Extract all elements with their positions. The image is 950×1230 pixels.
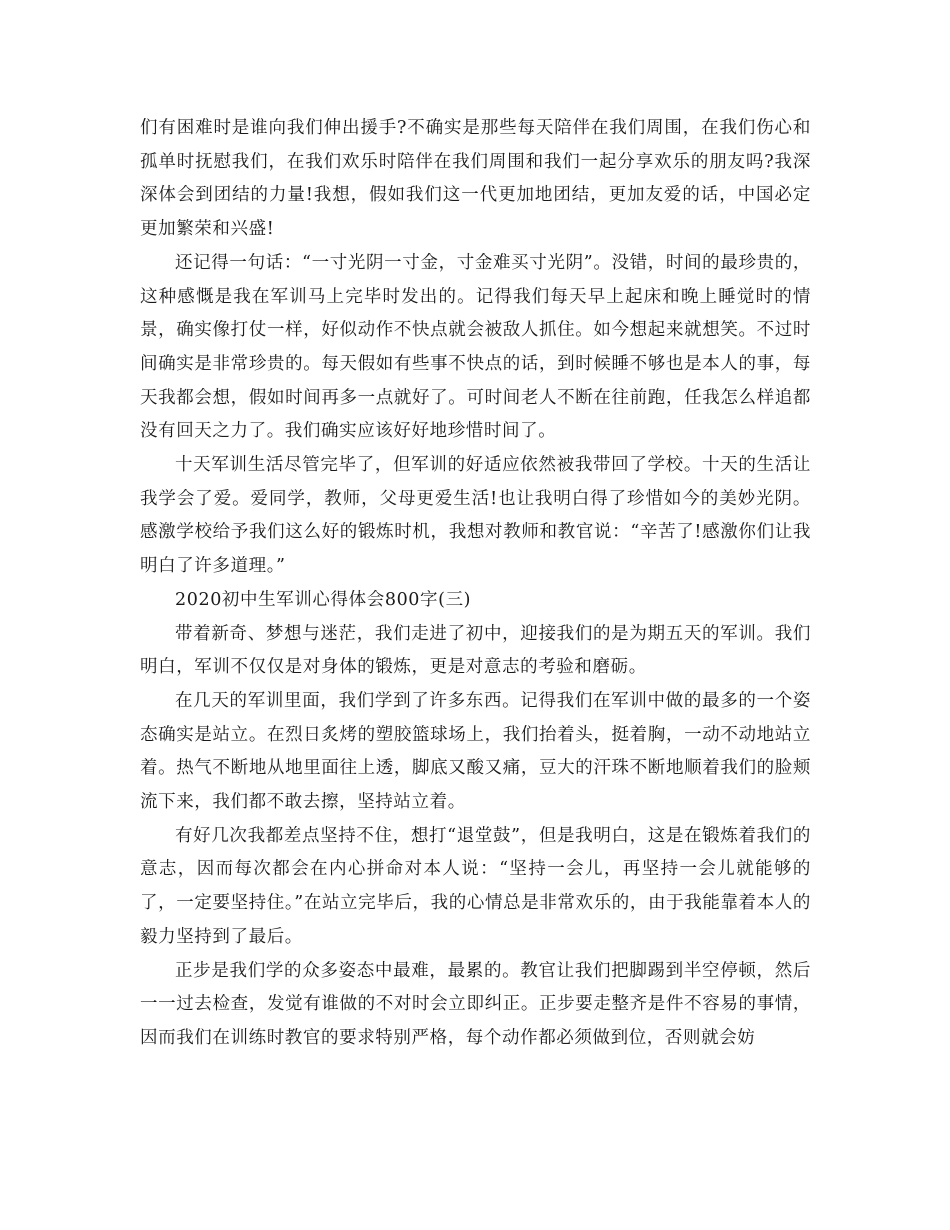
paragraph: 有好几次我都差点坚持不住，想打“退堂鼓”，但是我明白，这是在锻炼着我们的意志，因而每次都会在内心拼命对本人说：“坚持一会儿，再坚持一会儿就能够的了，一定要坚持住。”在站立完毕后，我的心情总是非常欢乐的，由于我能靠着本人的毅力坚持到了最后。 — [140, 825, 811, 947]
paragraph: 正步是我们学的众多姿态中最难，最累的。教官让我们把脚踢到半空停顿，然后一一过去检查，发觉有谁做的不对时会立即纠正。正步要走整齐是件不容易的事情，因而我们在训练时教官的要求特别严格，每个动作都必须做到位，否则就会妨 — [140, 960, 811, 1048]
paragraph: 十天军训生活尽管完毕了，但军训的好适应依然被我带回了学校。十天的生活让我学会了爱。爱同学，教师，父母更爱生活!也让我明白得了珍惜如今的美妙光阴。感激学校给予我们这么好的锻炼时机，我想对教师和教官说：“辛苦了!感激你们让我明白了许多道理。” — [140, 455, 811, 577]
section-heading: 2020初中生军训心得体会800字(三) — [175, 589, 472, 610]
paragraph: 带着新奇、梦想与迷茫，我们走进了初中，迎接我们的是为期五天的军训。我们明白，军训不仅仅是对身体的锻炼，更是对意志的考验和磨砺。 — [140, 623, 811, 678]
paragraph: 还记得一句话：“一寸光阴一寸金，寸金难买寸光阴”。没错，时间的最珍贵的，这种感慨是我在军训马上完毕时发出的。记得我们每天早上起床和晚上睡觉时的情景，确实像打仗一样，好似动作不快点就会被敌人抓住。如今想起来就想笑。不过时间确实是非常珍贵的。每天假如有些事不快点的话，到时候睡不够也是本人的事，每天我都会想，假如时间再多一点就好了。可时间老人不断在往前跑，任我怎么样追都没有回天之力了。我们确实应该好好地珍惜时间了。 — [140, 252, 811, 442]
paragraph: 在几天的军训里面，我们学到了许多东西。记得我们在军训中做的最多的一个姿态确实是站立。在烈日炙烤的塑胶篮球场上，我们抬着头，挺着胸，一动不动地站立着。热气不断地从地里面往上透，脚底又酸又痛，豆大的汗珠不断地顺着我们的脸颊流下来，我们都不敢去擦，坚持站立着。 — [140, 690, 811, 813]
paragraph: 们有困难时是谁向我们伸出援手?不确实是那些每天陪伴在我们周围，在我们伤心和孤单时抚慰我们，在我们欢乐时陪伴在我们周围和我们一起分享欢乐的朋友吗?我深深体会到团结的力量!我想，假如我们这一代更加地团结，更加友爱的话，中国必定更加繁荣和兴盛! — [140, 118, 811, 240]
document-page — [140, 112, 811, 1056]
